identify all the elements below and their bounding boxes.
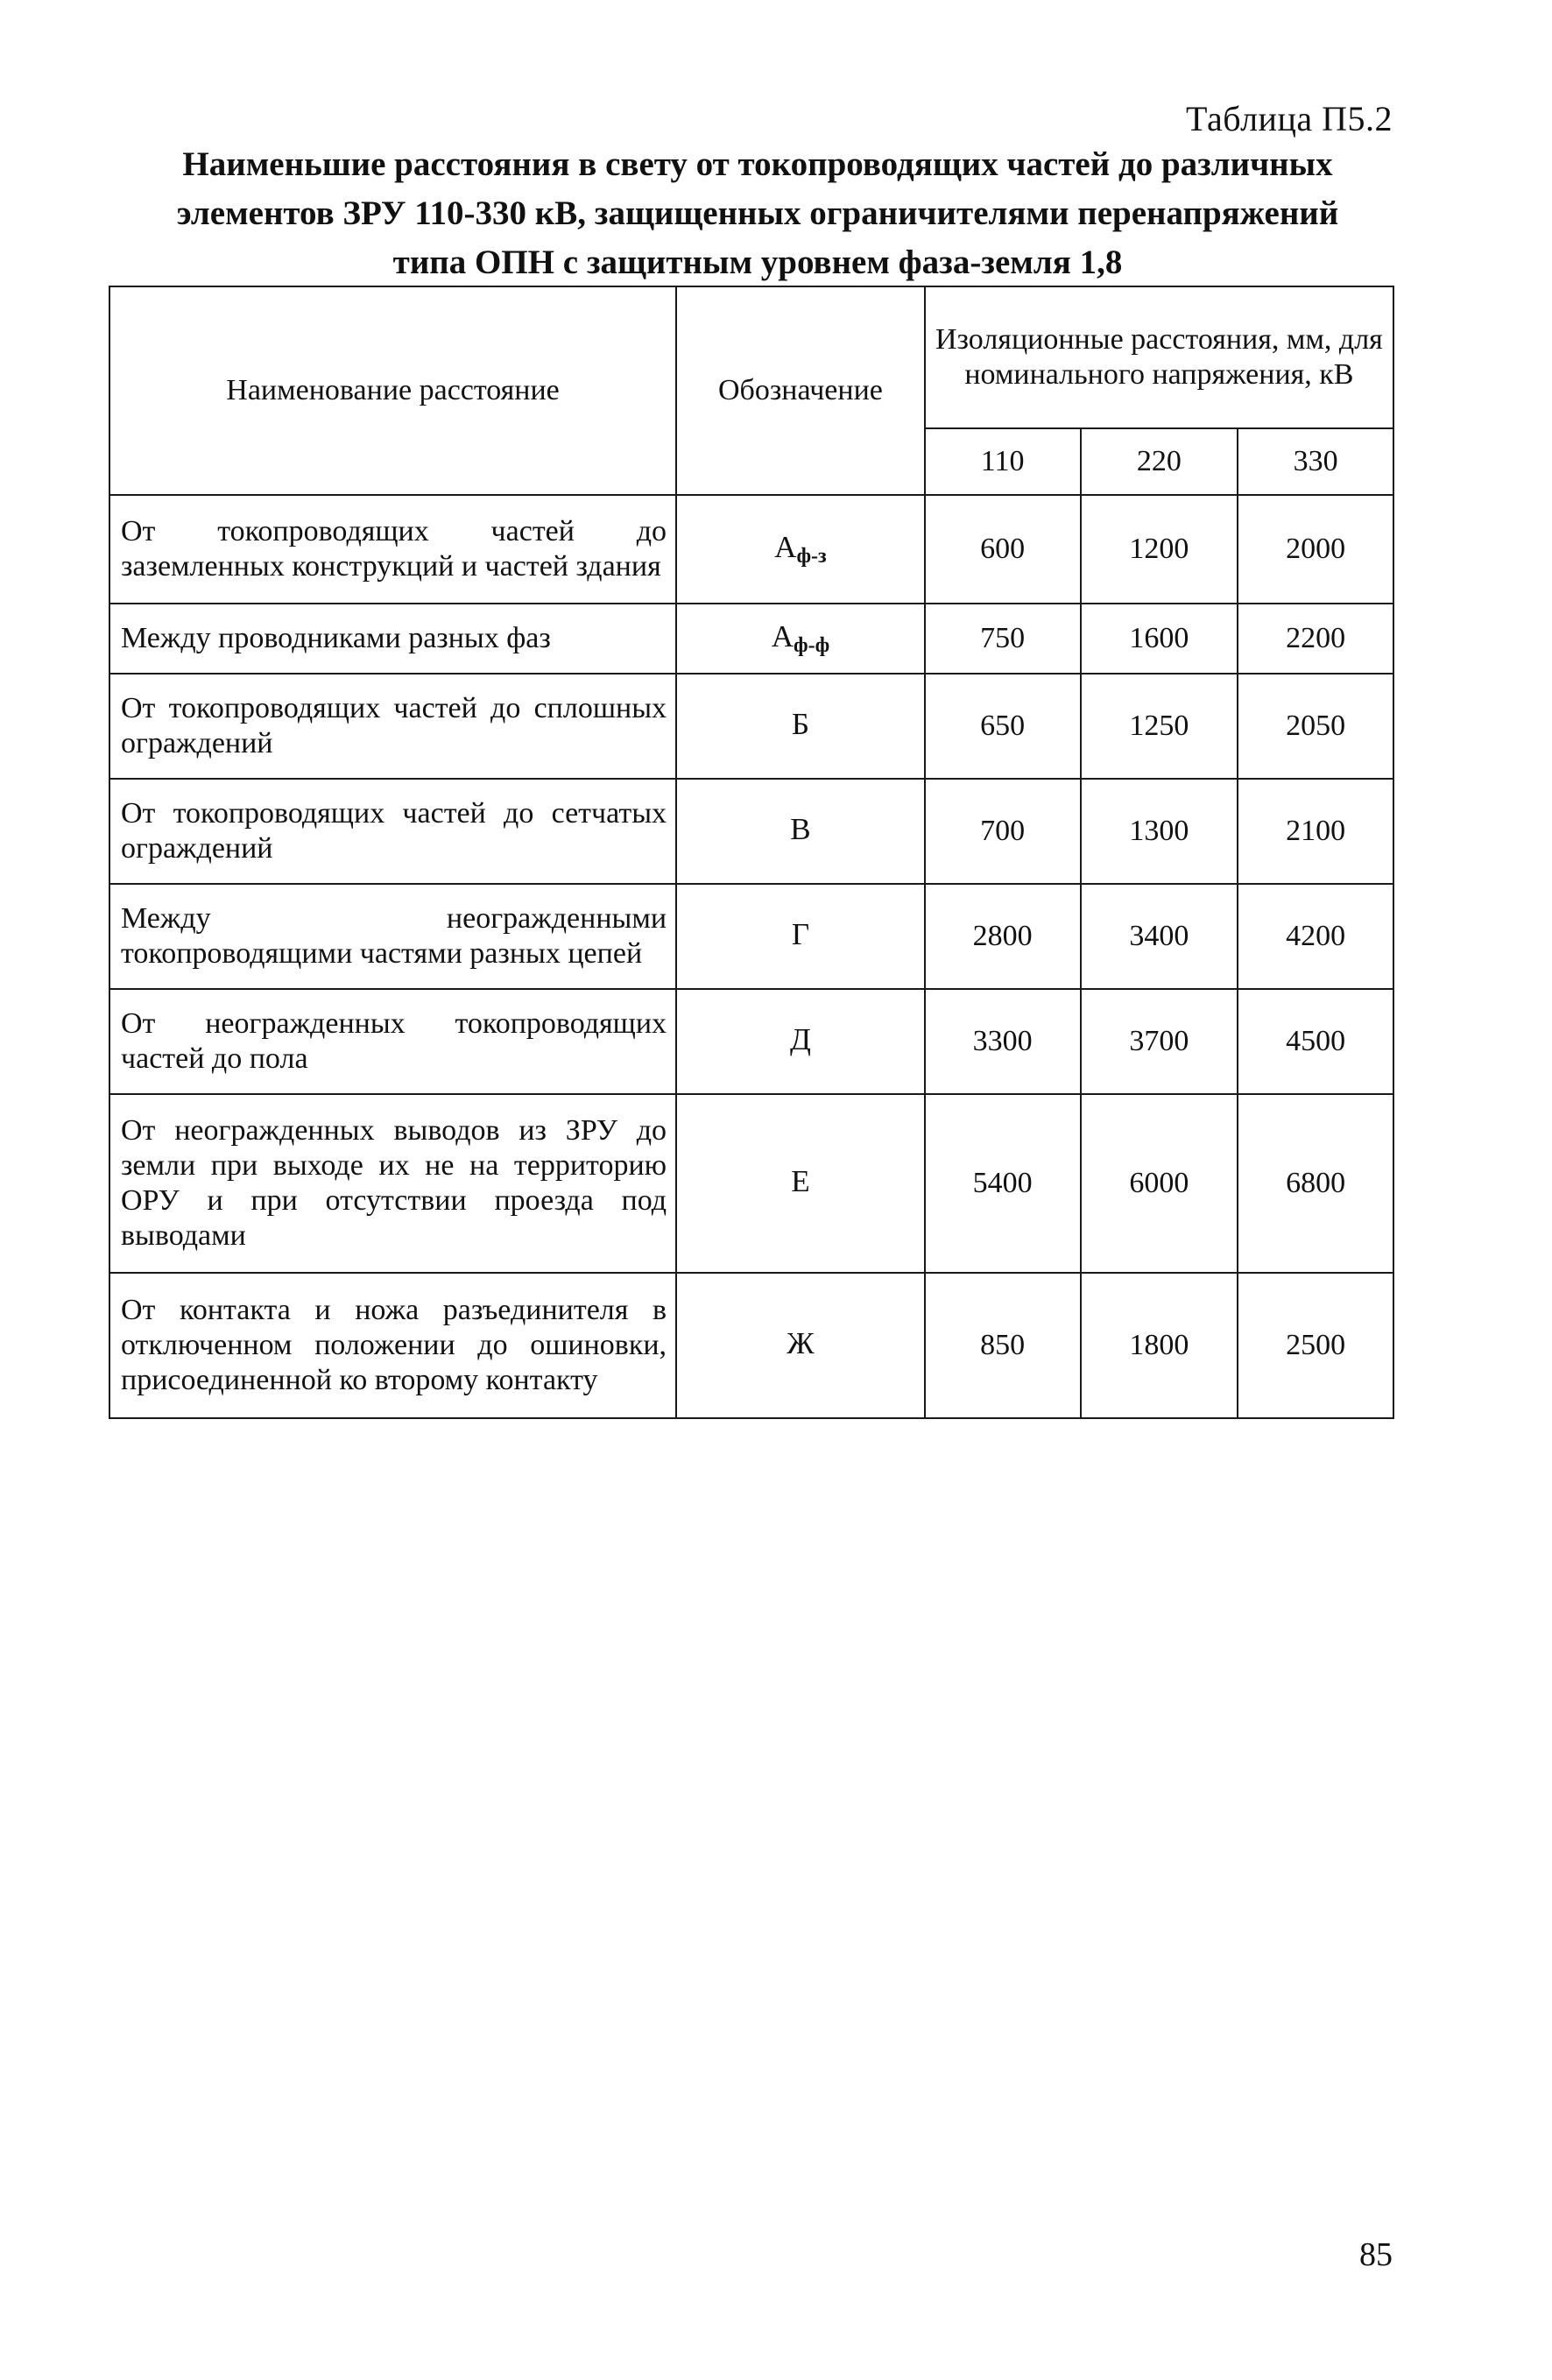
title-line: Наименьшие расстояния в свету от токопроводящих частей до различных [182,145,1333,183]
value-cell: 3700 [1081,989,1238,1094]
value-cell: 700 [925,779,1081,884]
value-cell: 750 [925,604,1081,674]
value-cell: 1600 [1081,604,1238,674]
value-cell: 2000 [1238,495,1393,604]
distance-name: От токопроводящих частей до заземленных конструкций и частей здания [109,495,676,604]
symbol-main: Б [791,707,809,741]
symbol-main: Ж [787,1326,815,1360]
distance-name: От неогражденных токопроводящих частей до пола [109,989,676,1094]
symbol-main: В [790,812,811,846]
header-voltage: 110 [925,428,1081,495]
table-row [109,1273,1393,1418]
value-cell: 3300 [925,989,1081,1094]
header-voltage: 220 [1081,428,1238,495]
value-cell: 2500 [1238,1273,1393,1418]
table-row [109,1094,1393,1273]
value-cell: 4200 [1238,884,1393,989]
header-row [109,286,1393,428]
table-label: Таблица П5.2 [1186,99,1393,138]
value-cell: 4500 [1238,989,1393,1094]
value-cell: 600 [925,495,1081,604]
symbol-main: Е [791,1164,810,1198]
distance-symbol [676,674,925,779]
value-cell: 1200 [1081,495,1238,604]
distance-symbol [676,1094,925,1273]
distance-name: Между неогражденными токопроводящими частями разных цепей [109,884,676,989]
header-voltage: 330 [1238,428,1393,495]
value-cell: 6000 [1081,1094,1238,1273]
distance-symbol [676,884,925,989]
distance-symbol [676,1273,925,1418]
symbol-subscript: ф-ф [793,634,830,657]
value-cell: 2100 [1238,779,1393,884]
header-name: Наименование расстояние [109,286,676,495]
table-row [109,989,1393,1094]
table-row [109,779,1393,884]
value-cell: 3400 [1081,884,1238,989]
distance-name: Между проводниками разных фаз [109,604,676,674]
value-cell: 1300 [1081,779,1238,884]
distance-name: От контакта и ножа разъединителя в отключенном положении до ошиновки, присоединенной ко второму контакту [109,1273,676,1418]
value-cell: 1250 [1081,674,1238,779]
table-row [109,884,1393,989]
symbol-main: А [771,619,794,653]
value-cell: 1800 [1081,1273,1238,1418]
value-cell: 2050 [1238,674,1393,779]
distance-symbol [676,779,925,884]
distance-symbol [676,495,925,604]
value-cell: 650 [925,674,1081,779]
value-cell: 2800 [925,884,1081,989]
header-voltage-group: Изоляционные расстояния, мм, для номинального напряжения, кВ [925,286,1393,428]
value-cell: 850 [925,1273,1081,1418]
table-row [109,604,1393,674]
page-number: 85 [1359,2236,1393,2273]
table-row [109,674,1393,779]
value-cell: 2200 [1238,604,1393,674]
distance-name: От неогражденных выводов из ЗРУ до земли при выходе их не на территорию ОРУ и при отсутствии проезда под выводами [109,1094,676,1273]
table-row [109,495,1393,604]
value-cell: 6800 [1238,1094,1393,1273]
distance-name: От токопроводящих частей до сплошных ограждений [109,674,676,779]
title-line: элементов ЗРУ 110-330 кВ, защищенных ограничителями перенапряжений [176,194,1339,232]
distances-table [109,286,1394,1419]
header-symbol: Обозначение [676,286,925,495]
table-title [109,140,1406,287]
symbol-main: А [774,530,797,564]
title-line: типа ОПН с защитным уровнем фаза-земля 1,8 [392,244,1123,281]
distance-symbol [676,989,925,1094]
distance-name: От токопроводящих частей до сетчатых ограждений [109,779,676,884]
value-cell: 5400 [925,1094,1081,1273]
distance-symbol [676,604,925,674]
symbol-main: Г [791,917,810,951]
symbol-main: Д [790,1022,811,1056]
symbol-subscript: ф-з [796,545,827,568]
